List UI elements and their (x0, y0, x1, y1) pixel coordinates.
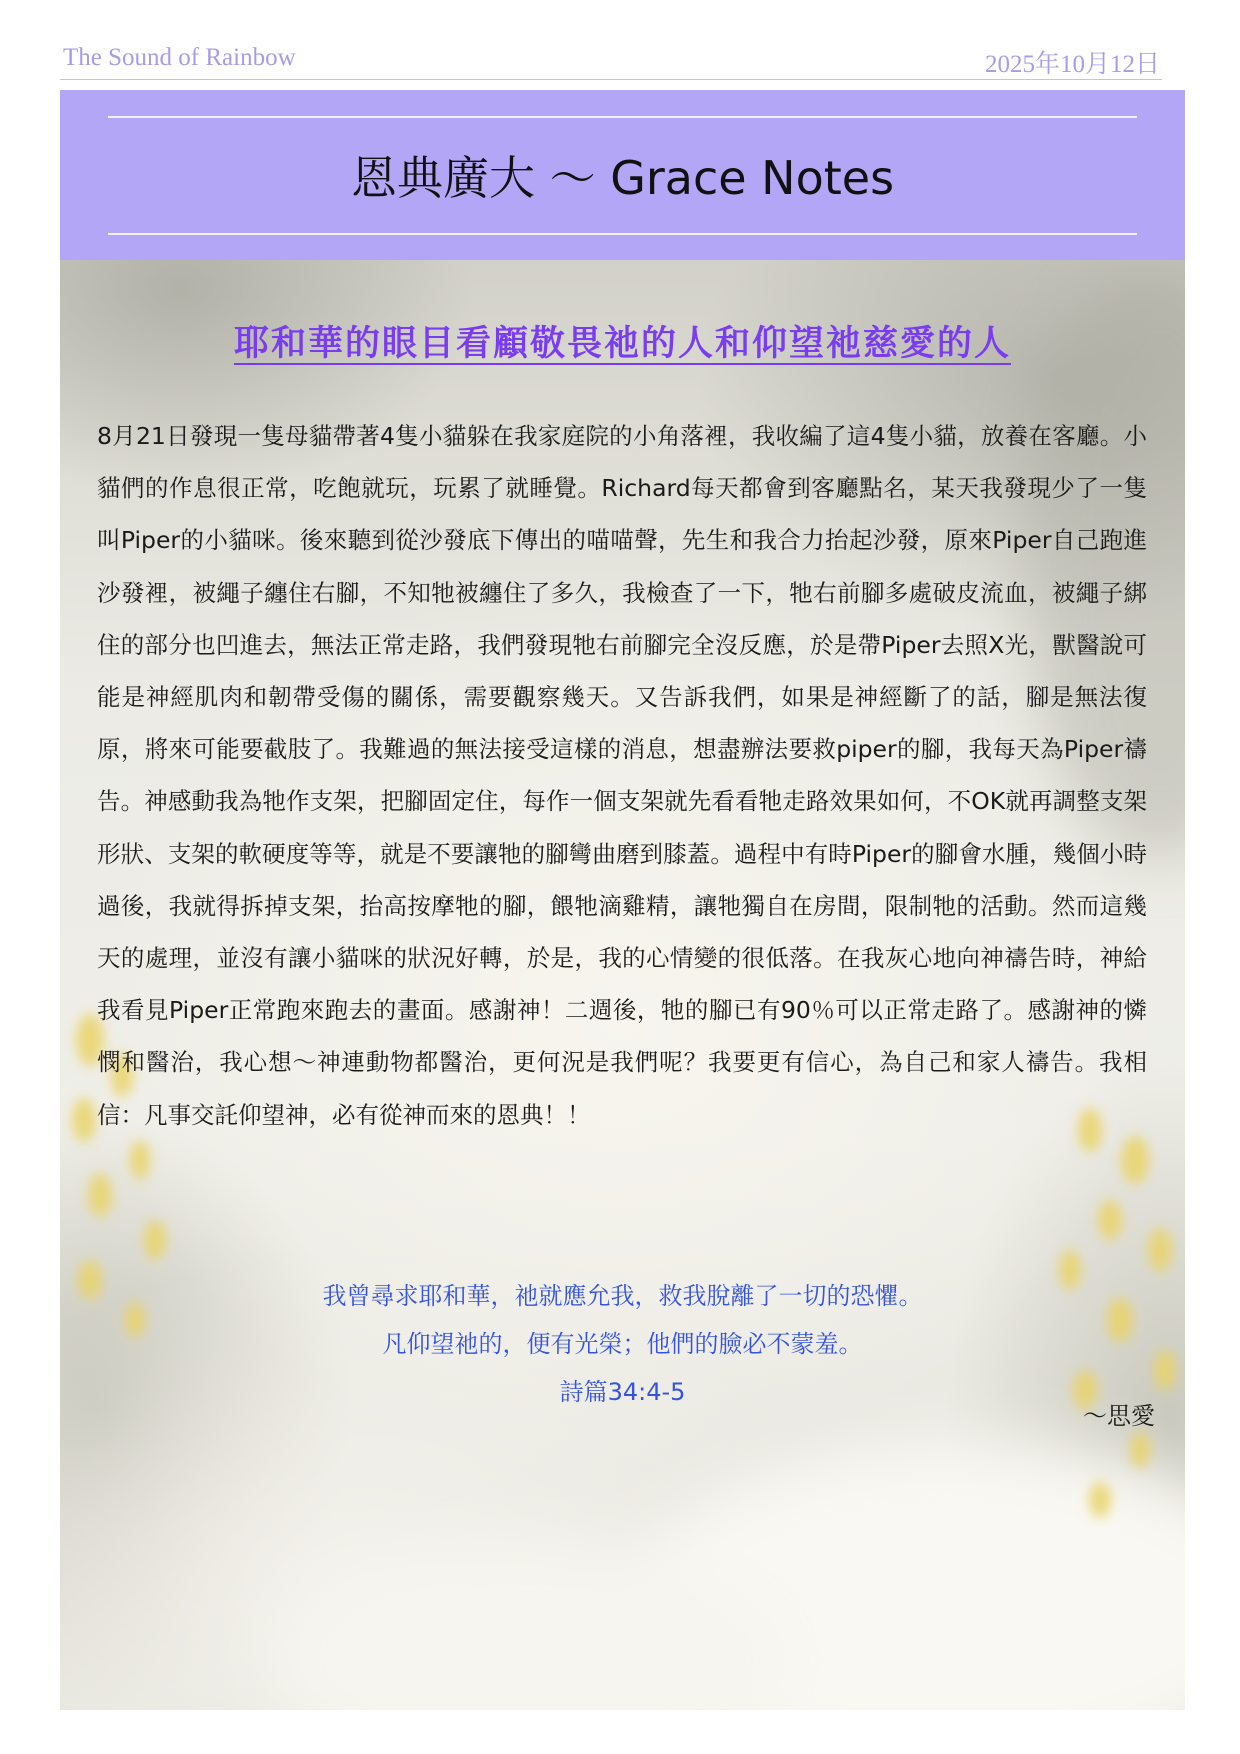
article-title-text: 耶和華的眼目看顧敬畏祂的人和仰望祂慈愛的人 (233, 324, 1011, 364)
issue-date: 2025年10月12日 (984, 51, 1160, 78)
banner-rule-top (108, 116, 1137, 118)
running-header (60, 40, 1162, 80)
section-title: 恩典廣大 ～ Grace Notes (350, 151, 895, 205)
scripture-line-1: 我曾尋求耶和華，祂就應允我，救我脫離了一切的恐懼。 (322, 1282, 923, 1310)
flower-photo-panel (60, 260, 1185, 1710)
article-body: 8月21日發現一隻母貓帶著4隻小貓躲在我家庭院的小角落裡，我收編了這4隻小貓，放養在客廳。小貓們的作息很正常，吃飽就玩，玩累了就睡覺。Richard每天都會到客廳點名，某天我發現少了一隻叫Piper的小貓咪。後來聽到從沙發底下傳出的喵喵聲，先生和我合力抬起沙發，原來Piper自己跑進沙發裡，被繩子纏住右腳，不知牠被纏住了多久，我檢查了一下，牠右前腳多處破皮流血，被繩子綁住的部分也凹進去，無法正常走路，我們發現牠右前腳完全沒反應，於是帶Piper去照X光，獸醫說可能是神經肌肉和韌帶受傷的關係，需要觀察幾天。又告訴我們，如果是神經斷了的話，腳是無法復原，將來可能要截肢了。我難過的無法接受這樣的消息，想盡辦法要救piper的腳，我每天為Piper禱告。神感動我為牠作支架，把腳固定住，每作一個支架就先看看牠走路效果如何，不OK就再調整支架形狀、支架的軟硬度等等，就是不要讓牠的腳彎曲磨到膝蓋。過程中有時Piper的腳會水腫，幾個小時過後，我就得拆掉支架，抬高按摩牠的腳，餵牠滴雞精，讓牠獨自在房間，限制牠的活動。然而這幾天的處理，並沒有讓小貓咪的狀況好轉，於是，我的心情變的很低落。在我灰心地向神禱告時，神給我看見Piper正常跑來跑去的畫面。感謝神！二週後，牠的腳已有90％可以正常走路了。感謝神的憐憫和醫治，我心想～神連動物都醫治，更何況是我們呢？我要更有信心，為自己和家人禱告。我相信：凡事交託仰望神，必有從神而來的恩典！！ (97, 422, 1147, 1129)
publication-name: The Sound of Rainbow (63, 44, 296, 71)
scripture-quote (60, 1272, 1185, 1416)
banner-rule-bottom (108, 233, 1137, 235)
section-banner (60, 90, 1185, 260)
scripture-reference: 詩篇34:4-5 (559, 1378, 686, 1406)
author-signature: ～思愛 (1083, 1402, 1155, 1430)
scripture-line-2: 凡仰望祂的，便有光榮；他們的臉必不蒙羞。 (382, 1330, 863, 1358)
article-title (60, 316, 1185, 366)
